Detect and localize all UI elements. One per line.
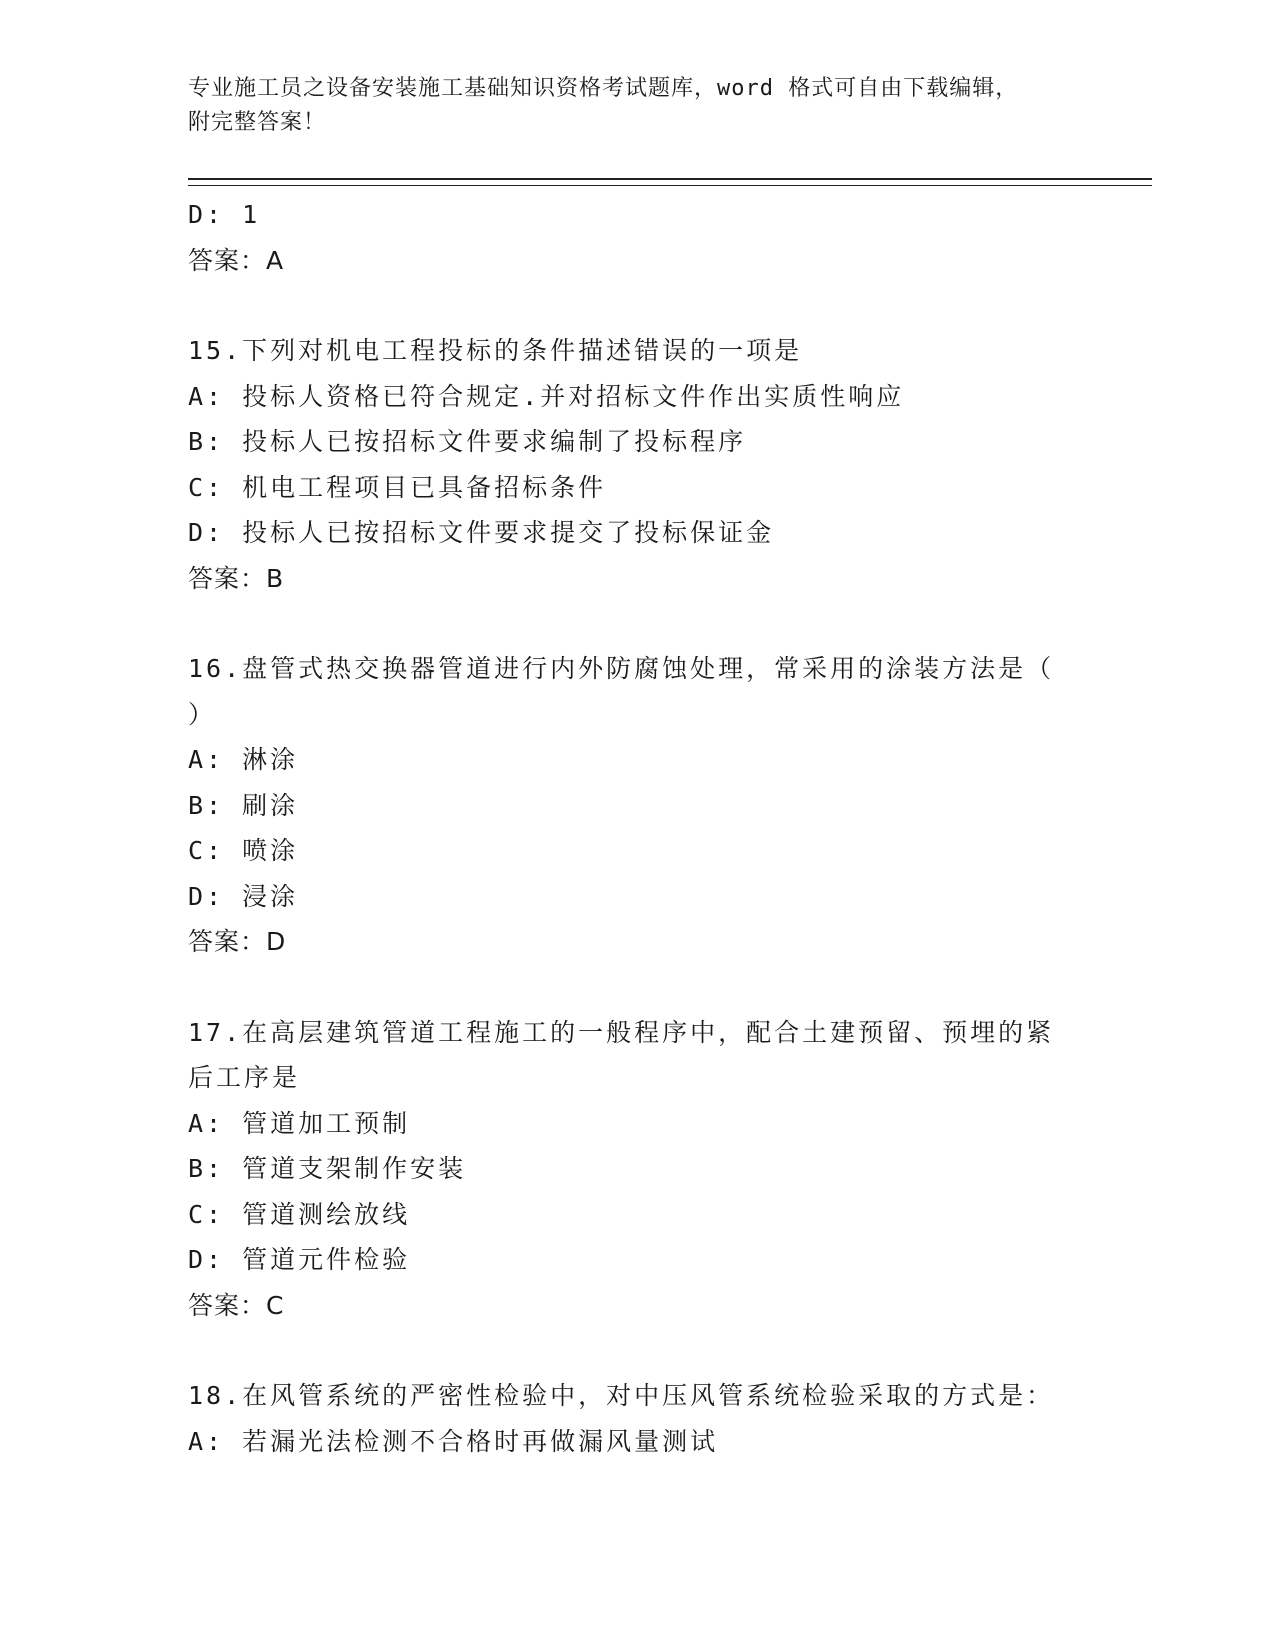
option-c: C: 管道测绘放线 <box>188 1199 411 1229</box>
question-stem: 15.下列对机电工程投标的条件描述错误的一项是 <box>188 336 803 365</box>
question-block-14 <box>188 192 1088 283</box>
option-d: D: 管道元件检验 <box>188 1245 411 1274</box>
option-c: C: 喷涂 <box>188 836 299 865</box>
question-stem-continued: 后工序是 <box>188 1063 301 1092</box>
option-a: A: 淋涂 <box>188 745 299 774</box>
option-a: A: 管道加工预制 <box>188 1108 411 1138</box>
question-block-17 <box>188 1010 1088 1329</box>
answer-line: 答案：A <box>188 245 285 275</box>
header-title-line-2: 附完整答案！ <box>188 110 327 135</box>
answer-line: 答案：B <box>188 563 285 593</box>
question-block-16 <box>188 646 1088 965</box>
page-header <box>188 72 1068 140</box>
answer-line: 答案：C <box>188 1290 285 1320</box>
option-b: B: 投标人已按招标文件要求编制了投标程序 <box>188 427 747 456</box>
option-b: B: 刷涂 <box>188 790 299 820</box>
question-stem: 18.在风管系统的严密性检验中，对中压风管系统检验采取的方式是： <box>188 1381 1055 1410</box>
option-b: B: 管道支架制作安装 <box>188 1154 467 1183</box>
option-d: D: 浸涂 <box>188 881 299 911</box>
option-a: A: 投标人资格已符合规定.并对招标文件作出实质性响应 <box>188 381 905 411</box>
question-stem-continued: ） <box>188 699 217 729</box>
question-stem: 16.盘管式热交换器管道进行内外防腐蚀处理，常采用的涂装方法是（ <box>188 654 1055 683</box>
question-stem: 17.在高层建筑管道工程施工的一般程序中，配合土建预留、预埋的紧 <box>188 1017 1055 1047</box>
question-block-15 <box>188 328 1088 601</box>
answer-line: 答案：D <box>188 927 287 956</box>
document-body <box>188 192 1088 1464</box>
option-c: C: 机电工程项目已具备招标条件 <box>188 472 607 502</box>
option-d: D: 1 <box>188 200 261 229</box>
option-d: D: 投标人已按招标文件要求提交了投标保证金 <box>188 518 775 547</box>
header-divider <box>188 178 1152 186</box>
question-block-18 <box>188 1373 1088 1464</box>
option-a: A: 若漏光法检测不合格时再做漏风量测试 <box>188 1426 719 1456</box>
header-title-line-1: 专业施工员之设备安装施工基础知识资格考试题库，word 格式可自由下载编辑， <box>188 76 1019 101</box>
